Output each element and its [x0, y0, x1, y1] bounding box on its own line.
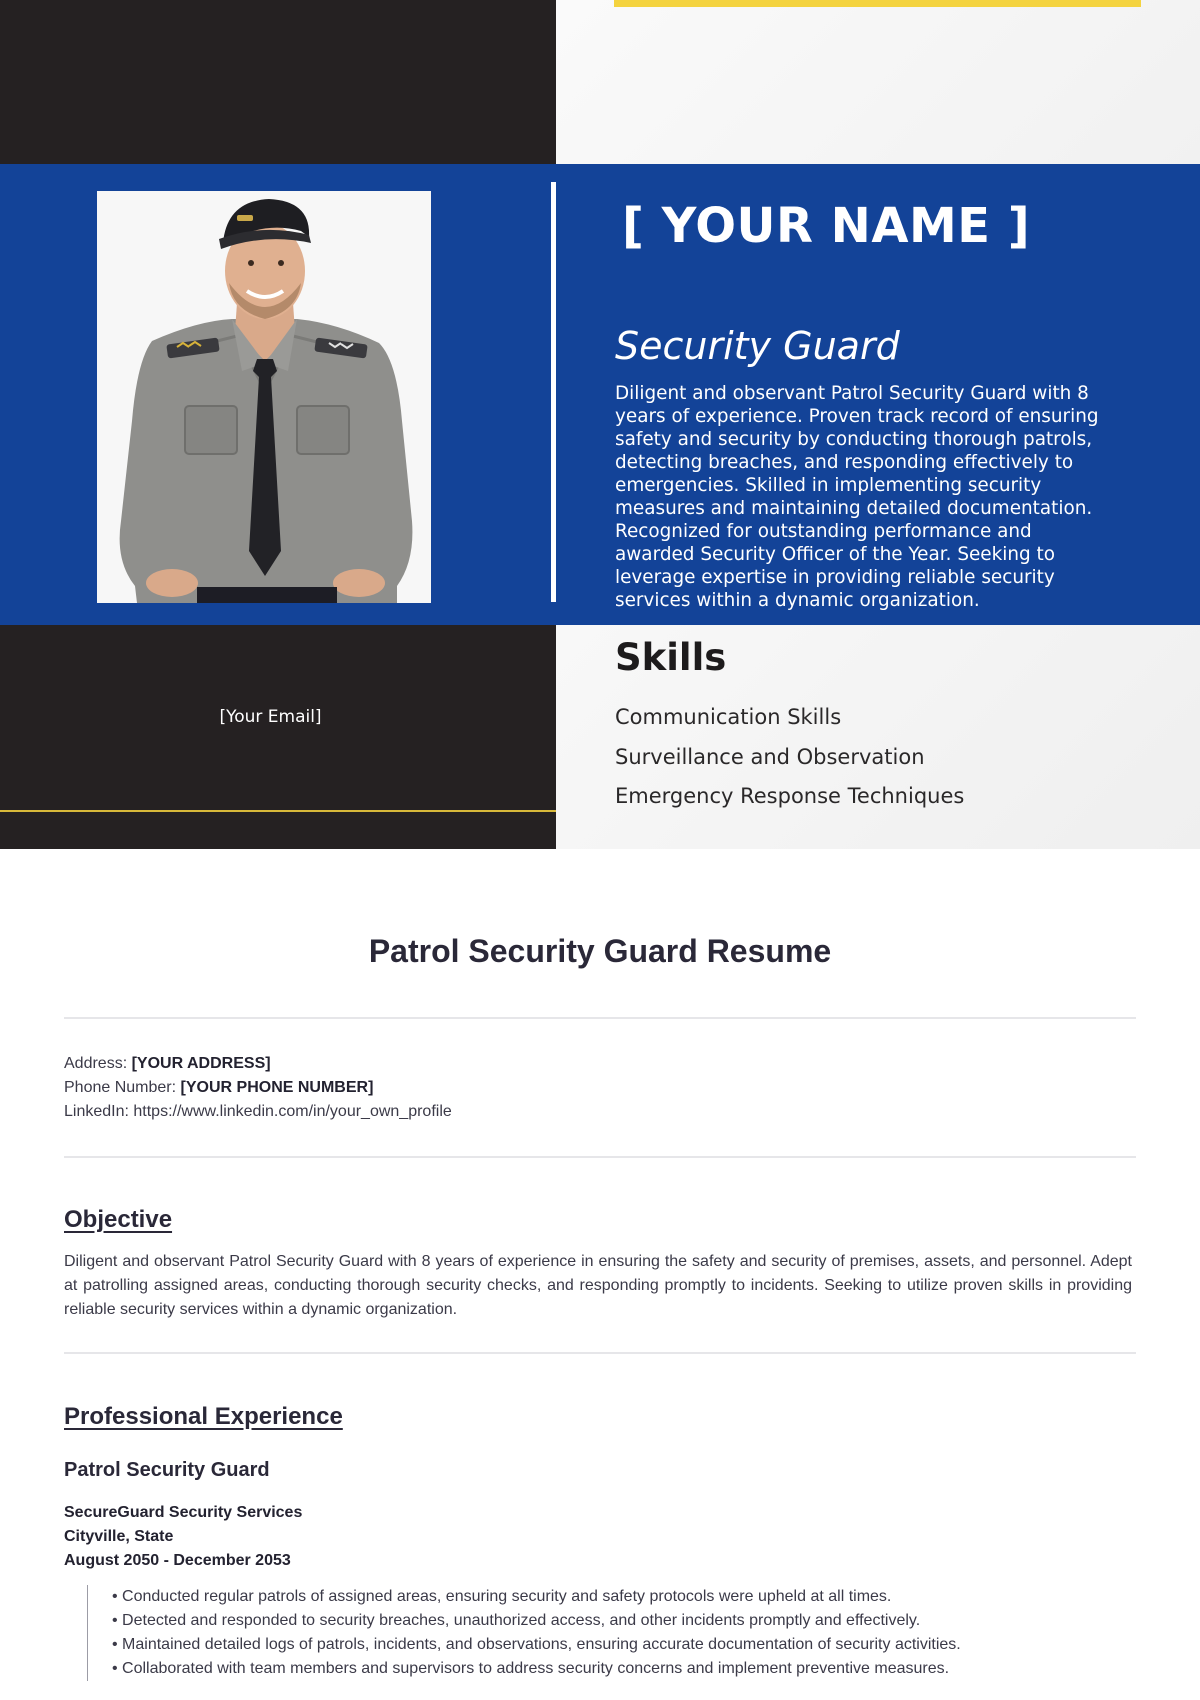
divider	[64, 1352, 1136, 1354]
contact-block	[64, 1052, 452, 1124]
skill-item: Surveillance and Observation	[615, 744, 925, 769]
skills-heading: Skills	[615, 636, 727, 679]
yellow-accent-line	[0, 810, 556, 812]
job-title: Patrol Security Guard	[64, 1459, 270, 1481]
resume-hero	[0, 0, 1200, 849]
job-dates: August 2050 - December 2053	[64, 1552, 291, 1569]
job-meta	[64, 1501, 302, 1573]
hero-dark-panel-top	[0, 0, 556, 164]
experience-heading: Professional Experience	[64, 1403, 343, 1430]
phone-value: [YOUR PHONE NUMBER]	[180, 1079, 374, 1096]
hero-summary: Diligent and observant Patrol Security Guard with 8 years of experience. Proven track record of ensuring safety and security by conducting thorough patrols, detecting breaches, and responding effectively to emergencies. Skilled in implementing security measures and maintaining detailed documentation. Recognized for outstanding performance and awarded Security Officer of the Year. Seeking to leverage expertise in providing reliable security services within a dynamic organization.	[615, 383, 1099, 611]
address-label: Address:	[64, 1055, 128, 1072]
job-duties	[87, 1585, 961, 1681]
yellow-accent-bar	[614, 0, 1141, 7]
duty-text: Conducted regular patrols of assigned areas, ensuring security and safety protocols were upheld at all times.	[122, 1588, 892, 1605]
objective-text: Diligent and observant Patrol Security Guard with 8 years of experience in ensuring the safety and security of premises, assets, and personnel. Adept at patrolling assigned areas, conducting thorough security checks, and responding promptly to incidents. Seeking to utilize proven skills in providing reliable security services within a dynamic organization.	[64, 1253, 1132, 1318]
job-location: Cityville, State	[64, 1528, 174, 1545]
job-company: SecureGuard Security Services	[64, 1504, 303, 1521]
duty-text: Collaborated with team members and supervisors to address security concerns and implement preventive measures.	[122, 1660, 950, 1677]
objective-heading: Objective	[64, 1206, 173, 1233]
duty-item: • Collaborated with team members and supervisors to address security concerns and implement preventive measures.	[112, 1660, 950, 1677]
divider	[64, 1156, 1136, 1158]
divider	[64, 1017, 1136, 1019]
skills-list	[615, 702, 964, 821]
duty-text: Detected and responded to security breaches, unauthorized access, and other incidents promptly and effectively.	[122, 1612, 921, 1629]
linkedin-label: LinkedIn:	[64, 1103, 129, 1120]
profile-photo	[97, 191, 431, 603]
security-guard-illustration	[97, 191, 431, 603]
duty-item: • Conducted regular patrols of assigned areas, ensuring security and safety protocols were upheld at all times.	[112, 1588, 892, 1605]
duty-item: • Maintained detailed logs of patrols, incidents, and observations, ensuring accurate documentation of security activities.	[112, 1636, 961, 1653]
address-line	[64, 1052, 452, 1076]
hero-email: [Your Email]	[219, 707, 322, 727]
address-value: [YOUR ADDRESS]	[131, 1055, 271, 1072]
linkedin-value[interactable]: https://www.linkedin.com/in/your_own_profile	[133, 1103, 452, 1120]
document-title: Patrol Security Guard Resume	[368, 933, 832, 969]
hero-name: [ YOUR NAME ]	[622, 198, 1031, 254]
phone-label: Phone Number:	[64, 1079, 177, 1096]
hero-dark-panel-bottom	[0, 625, 556, 849]
hero-light-panel-top	[556, 0, 1200, 164]
duty-item: • Detected and responded to security breaches, unauthorized access, and other incidents promptly and effectively.	[112, 1612, 921, 1629]
vertical-divider	[551, 182, 556, 602]
skill-item: Emergency Response Techniques	[615, 784, 965, 808]
duty-text: Maintained detailed logs of patrols, incidents, and observations, ensuring accurate documentation of security activities.	[122, 1636, 961, 1653]
phone-line	[64, 1076, 452, 1100]
hero-job-title: Security Guard	[615, 324, 900, 368]
linkedin-line	[64, 1100, 452, 1124]
skill-item: Communication Skills	[615, 705, 842, 729]
